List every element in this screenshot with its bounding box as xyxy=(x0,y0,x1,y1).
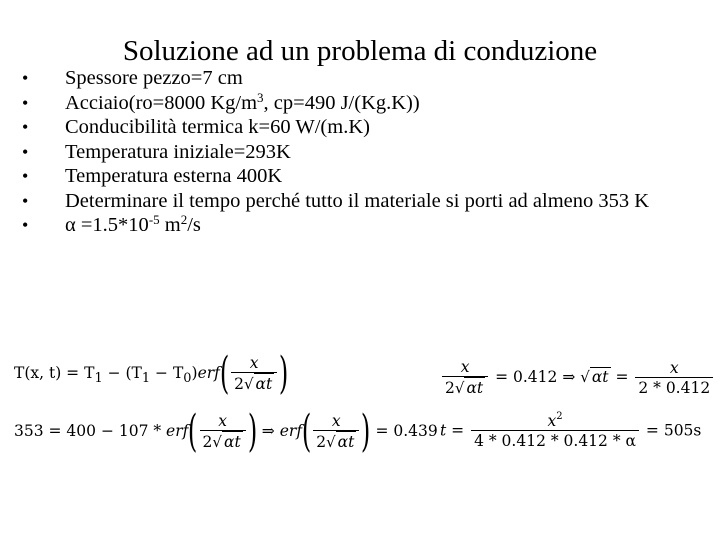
bullet-item xyxy=(22,189,702,214)
fraction-radicand: αt xyxy=(337,433,355,451)
bullet-text: Temperatura esterna 400K xyxy=(65,165,283,187)
bullet-dot-icon: • xyxy=(22,68,29,88)
eq3-rhs: = 0.412 xyxy=(495,368,558,386)
bullet-text-mid: m xyxy=(159,214,181,236)
equation-erf-value: 353 = 400 − 107 * erf( $\frac{x}{2√ \alpha t}$ ) ⇒ erf( $\frac{x}{2√ \alpha t}$ ) = 0.439 xyxy=(14,406,438,457)
fraction-numerator: x xyxy=(331,412,341,430)
numerator-exponent: 2 xyxy=(556,411,563,422)
bullet-item xyxy=(22,164,702,189)
implies-arrow-icon: ⇒ xyxy=(261,422,275,440)
bullet-dot-icon: • xyxy=(22,117,29,137)
fraction-numerator: x xyxy=(669,358,679,377)
fraction: $\frac{x}{2√ \alpha t}$ xyxy=(231,354,277,394)
bullet-item xyxy=(22,66,702,91)
fraction-two: 2 xyxy=(202,433,213,451)
eq2-rhs: = 0.439 xyxy=(375,422,438,440)
erf-function: erf xyxy=(166,422,189,440)
radicand: αt xyxy=(591,368,609,386)
eq1-minus: − T xyxy=(150,364,184,382)
bullet-superscript: -5 xyxy=(148,212,160,227)
fraction xyxy=(471,412,639,451)
bullet-text: Determinare il tempo perché tutto il materiale si porti ad almeno 353 K xyxy=(65,189,650,212)
bullet-text: Temperatura iniziale=293K xyxy=(65,140,291,163)
fraction-numerator: x xyxy=(460,358,470,376)
bullet-dot-icon: • xyxy=(22,215,29,235)
bullet-dot-icon: • xyxy=(22,190,29,211)
bullet-item xyxy=(22,140,702,165)
bullet-list xyxy=(22,66,702,238)
fraction-denominator: 4 * 0.412 * 0.412 * α xyxy=(471,430,639,451)
fraction: $\frac{x}{2√ \alpha t}$ xyxy=(200,412,246,452)
fraction-numerator: x xyxy=(218,412,227,430)
fraction-denominator: 2 * 0.412 xyxy=(635,377,713,398)
fraction: $\frac{x}{2√ \alpha t}$ xyxy=(313,412,359,452)
eq1-subscript: 0 xyxy=(183,371,192,387)
eq1-subscript: 1 xyxy=(94,371,103,387)
bullet-item xyxy=(22,213,702,238)
erf-function: erf xyxy=(197,364,220,382)
bullet-text-pre: Acciaio(ro=8000 Kg/m xyxy=(65,91,258,114)
eq2-lhs: 353 = 400 − 107 * xyxy=(14,422,167,440)
slide-title: Soluzione ad un problema di conduzione xyxy=(122,35,598,67)
eq1-lhs: T(x, t) = T xyxy=(14,364,95,382)
fraction-radicand: αt xyxy=(466,379,484,397)
bullet-text-pre: α =1.5*10 xyxy=(65,214,149,236)
fraction-numerator: x xyxy=(547,412,557,430)
implies-arrow-icon: ⇒ xyxy=(562,368,576,386)
fraction-two: 2 xyxy=(445,379,455,397)
bullet-item xyxy=(22,91,702,116)
erf-function: erf xyxy=(279,422,303,440)
equation-temperature-profile: T(x, $t) = T_1 - (T_1 - T_0)erf$( $\frac{x}{2√ \alpha t}$ ) xyxy=(14,348,289,399)
fraction-two: 2 xyxy=(234,375,244,393)
fraction-radicand: αt xyxy=(255,375,273,393)
bullet-text: Spessore pezzo=7 cm xyxy=(65,67,243,89)
bullet-text-post: /s xyxy=(187,214,201,236)
eq1-mid: − (T xyxy=(102,364,142,382)
bullet-text-post: , cp=490 J/(Kg.K)) xyxy=(263,91,420,114)
fraction-radicand: αt xyxy=(223,433,241,451)
eq4-lhs: t = xyxy=(440,421,465,440)
bullet-dot-icon: • xyxy=(22,92,29,113)
fraction: $\frac{x}{2√ \alpha t}$ xyxy=(442,358,488,398)
fraction-numerator: x xyxy=(249,354,259,372)
bullet-dot-icon: • xyxy=(22,141,29,162)
eq1-close: ) xyxy=(191,364,198,382)
bullet-superscript: 2 xyxy=(180,212,188,227)
fraction xyxy=(635,359,713,398)
eq4-rhs: = 505s xyxy=(645,421,702,440)
fraction-two: 2 xyxy=(316,433,327,451)
equation-argument-value: $\frac{x}{2√ \alpha t}$ = 0.412 ⇒ √ αt = $\frac{x}{2 * 0.412}$ xyxy=(440,358,715,398)
equation-time-result xyxy=(440,412,701,451)
bullet-dot-icon: • xyxy=(22,166,29,186)
bullet-text: Conducibilità termica k=60 W/(m.K) xyxy=(65,116,370,138)
bullet-item xyxy=(22,115,702,140)
eq1-subscript: 1 xyxy=(141,371,151,387)
bullet-superscript: 3 xyxy=(257,89,264,105)
